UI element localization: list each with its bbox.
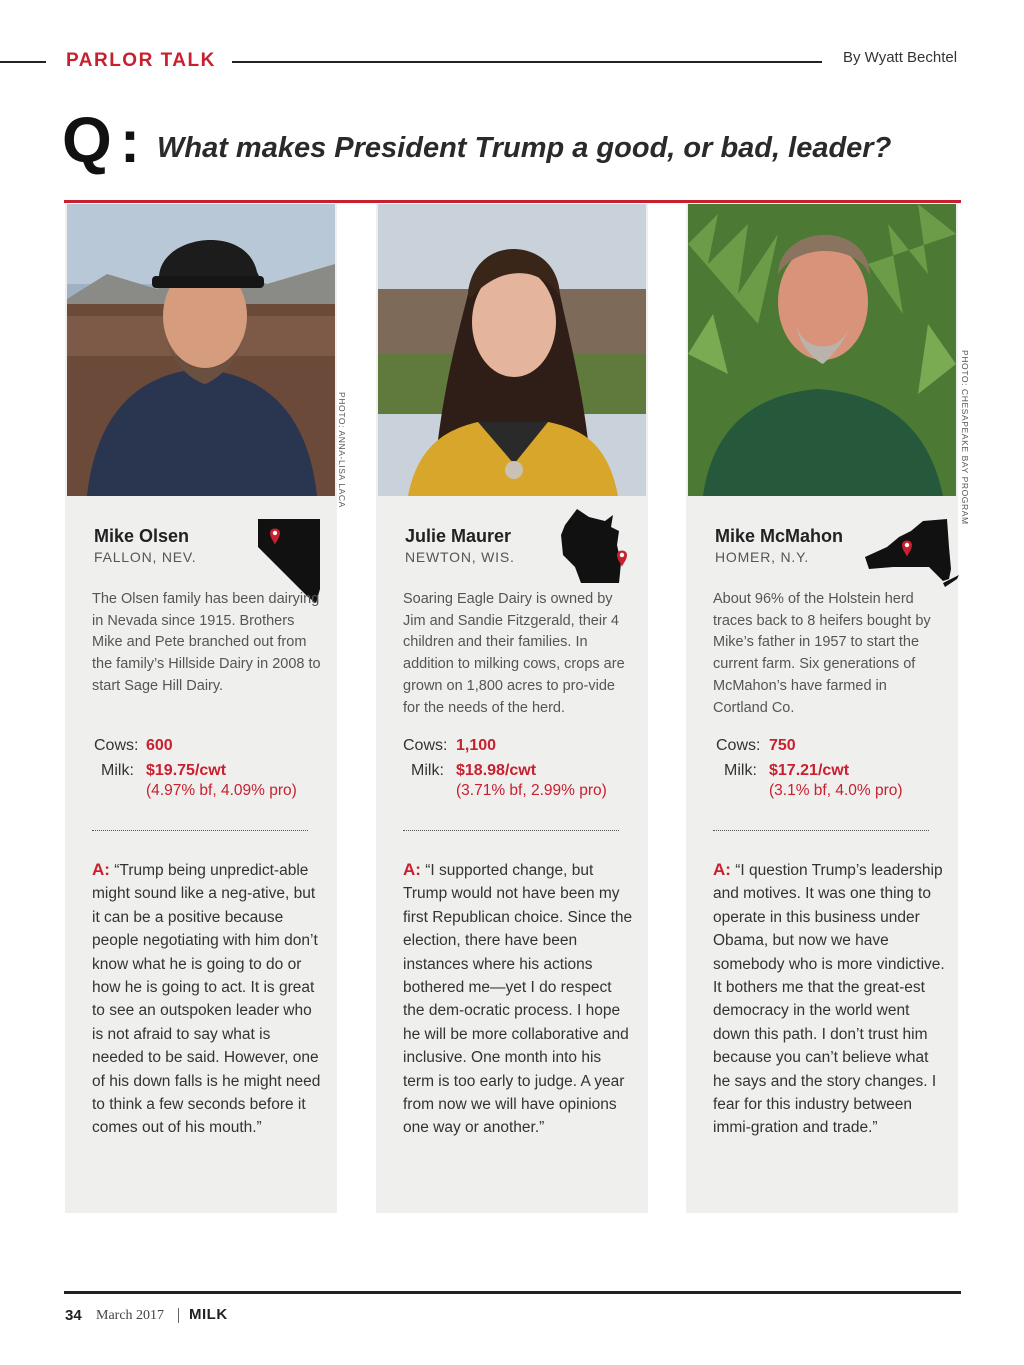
cows-label: Cows: bbox=[716, 737, 761, 754]
milk-components: (4.97% bf, 4.09% pro) bbox=[146, 782, 297, 799]
milk-components: (3.71% bf, 2.99% pro) bbox=[456, 782, 607, 799]
profile-name: Julie Maurer bbox=[405, 526, 512, 546]
answer-label: A: bbox=[92, 860, 110, 879]
profile-name: Mike McMahon bbox=[715, 526, 844, 546]
profile-name: Mike Olsen bbox=[94, 526, 190, 546]
question-title: What makes President Trump a good, or bad, leader? bbox=[157, 132, 892, 164]
header-rule bbox=[232, 61, 822, 63]
header-rule-left bbox=[0, 61, 46, 63]
divider bbox=[713, 830, 929, 831]
q-mark: Q bbox=[62, 104, 110, 176]
section-label: PARLOR TALK bbox=[66, 50, 216, 71]
answer-text: “I question Trump’s leadership and motives. It was one thing to operate in this business under Obama, but now we have somebody who is more vindictive. It bothers me that the great-est democracy in the world went down this path. I don’t trust him because you can’t believe what he says and the story changes. I fear for this industry between immi-gration and trade.” bbox=[713, 862, 945, 1137]
page-number: 34 bbox=[65, 1307, 82, 1324]
milk-label: Milk: bbox=[101, 762, 134, 779]
profile-card-olsen bbox=[65, 204, 347, 1213]
profile-location: HOMER, N.Y. bbox=[715, 549, 810, 565]
byline: By Wyatt Bechtel bbox=[843, 49, 958, 66]
milk-price: $18.98/cwt bbox=[456, 762, 537, 779]
title-rule bbox=[64, 200, 961, 203]
cows-label: Cows: bbox=[94, 737, 139, 754]
cows-label: Cows: bbox=[403, 737, 448, 754]
issue-date: March 2017 bbox=[96, 1308, 165, 1323]
magazine-logo: MILK bbox=[189, 1306, 228, 1323]
milk-components: (3.1% bf, 4.0% pro) bbox=[769, 782, 903, 799]
profile-location: FALLON, NEV. bbox=[94, 549, 197, 565]
cows-value: 1,100 bbox=[456, 737, 497, 754]
cows-value: 750 bbox=[769, 737, 796, 754]
answer-text: “I supported change, but Trump would not have been my first Republican choice. Since the election, there have been instances where his actions bothered me—yet I do respect the dem-ocratic process. I hope he will be more collaborative and inclusive. One month into his term is too early to judge. A year from now we will have opinions one way or another.” bbox=[403, 862, 633, 1137]
answer-text: “Trump being unpredict-able might sound like a neg-ative, but it can be a positive because people negotiating with him don’t know what he is going to do or how he is going to act. It is great to see an outspoken leader who is not afraid to say what is needed to be said. However, one of his down falls is he might need to think a few seconds before it comes out of his mouth.” bbox=[92, 862, 321, 1137]
milk-label: Milk: bbox=[724, 762, 757, 779]
profile-bio: About 96% of the Holstein herd traces back to 8 heifers bought by Mike’s father in 1957 to start the current farm. Six generations of McMahon’s have farmed in Cortland Co. bbox=[713, 591, 931, 716]
answer-label: A: bbox=[713, 860, 731, 879]
answer bbox=[92, 858, 324, 1140]
photo-credit: PHOTO: ANNA-LISA LACA bbox=[337, 392, 347, 508]
profile-bio: The Olsen family has been dairying in Nevada since 1915. Brothers Mike and Pete branched out from the family’s Hillside Dairy in 2008 to start Sage Hill Dairy. bbox=[92, 591, 321, 694]
profile-card-mcmahon bbox=[686, 204, 970, 1213]
divider bbox=[92, 830, 308, 831]
profile-photo bbox=[378, 204, 646, 496]
profile-bio: Soaring Eagle Dairy is owned by Jim and Sandie Fitzgerald, their 4 children and their families. In addition to milking cows, crops are grown on 1,800 acres to pro-vide for the needs of the herd. bbox=[403, 591, 625, 716]
wisconsin-map-icon bbox=[559, 505, 631, 590]
profile-card-maurer bbox=[376, 204, 648, 1213]
new-york-map-icon bbox=[863, 517, 959, 594]
profile-location: NEWTON, WIS. bbox=[405, 549, 515, 565]
profile-photo bbox=[688, 204, 956, 496]
photo-credit: PHOTO: CHESAPEAKE BAY PROGRAM bbox=[960, 350, 970, 525]
cows-value: 600 bbox=[146, 737, 173, 754]
answer-label: A: bbox=[403, 860, 421, 879]
footer-rule bbox=[64, 1291, 961, 1294]
milk-price: $19.75/cwt bbox=[146, 762, 227, 779]
milk-label: Milk: bbox=[411, 762, 444, 779]
answer bbox=[713, 858, 945, 1140]
answer bbox=[403, 858, 635, 1140]
profile-photo bbox=[67, 204, 335, 496]
footer-separator bbox=[178, 1308, 179, 1323]
q-colon: : bbox=[120, 108, 140, 175]
divider bbox=[403, 830, 619, 831]
milk-price: $17.21/cwt bbox=[769, 762, 850, 779]
